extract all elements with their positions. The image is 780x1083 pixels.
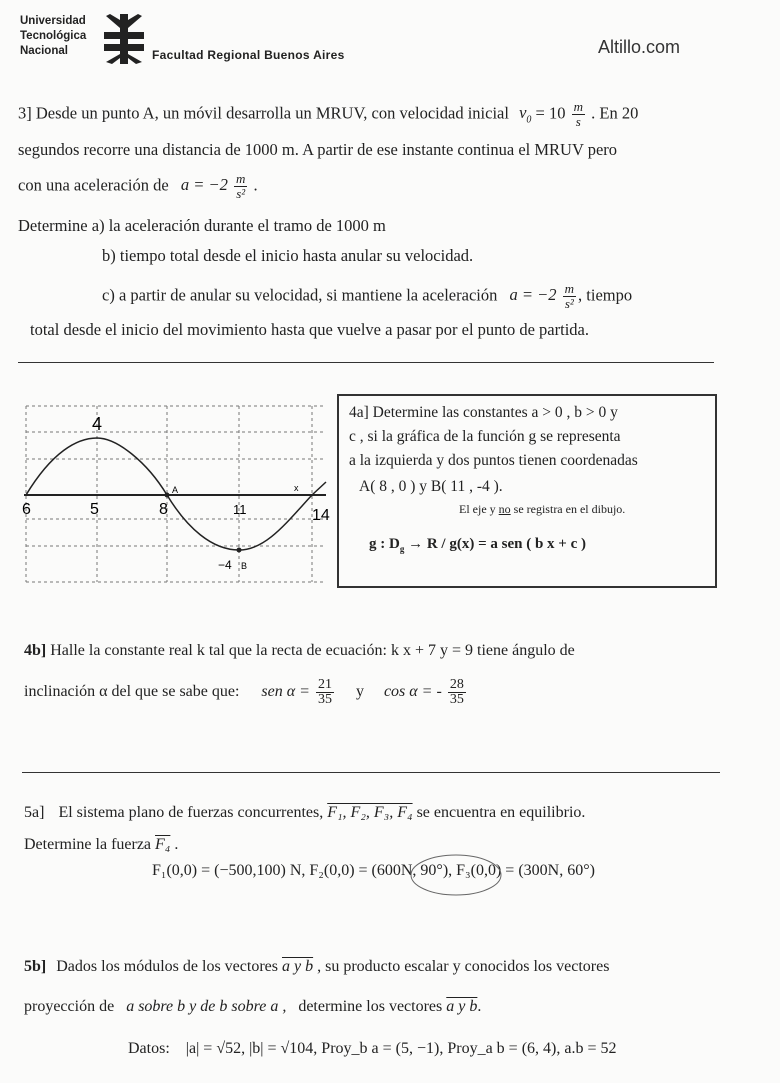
x-tick-11: 11 bbox=[233, 502, 247, 517]
watermark-text: Altillo.com bbox=[598, 37, 681, 57]
problem5b-line1: 5b] Dados los módulos de los vectores a y b , su producto escalar y conocidos los vectores bbox=[24, 958, 610, 975]
problem3-line2: segundos recorre una distancia de 1000 m. A partir de ese instante continua el MRUV pero bbox=[18, 140, 618, 159]
problem3-item-a: Determine a) la aceleración durante el tramo de 1000 m bbox=[18, 216, 386, 235]
sen-label: sen α = bbox=[261, 683, 310, 701]
trough-label: −4 bbox=[218, 558, 232, 572]
problem4a-line1: 4a] Determine las constantes a > 0 , b > 0 y bbox=[349, 404, 618, 421]
problem3-line3: con una aceleración de a = −2 $\frac{m}{\text{s²}}$ . bbox=[18, 171, 258, 201]
point-b-label: B bbox=[241, 561, 248, 571]
problem3-item-b: b) tiempo total desde el inicio hasta anular su velocidad. bbox=[102, 246, 474, 265]
problem5a-line2: Determine la fuerza F₄ . bbox=[24, 836, 179, 853]
acc-value: a = −2 bbox=[180, 175, 228, 195]
x-tick-8: 8 bbox=[159, 501, 168, 518]
x-tick-6: 6 bbox=[22, 501, 31, 518]
problem4a-line4: A( 8 , 0 ) y B( 11 , -4 ). bbox=[359, 478, 503, 495]
problem4b-line1: 4b] Halle la constante real k tal que la recta de ecuación: k x + 7 y = 9 tiene ángulo de bbox=[24, 642, 575, 659]
university-line-1: Universidad bbox=[20, 15, 86, 27]
problem4b-line2: inclinación α del que se sabe que: sen α = $\frac{21}{35}$ y cos α = - $\frac{28}{35}$ bbox=[24, 677, 464, 707]
divider-2 bbox=[22, 772, 720, 773]
x-axis-label: x bbox=[294, 483, 299, 493]
problem4a-box bbox=[337, 394, 717, 588]
university-line-2: Tecnológica bbox=[20, 30, 87, 42]
peak-label: 4 bbox=[92, 414, 103, 434]
sen-fraction: $\frac{21}{35}$ bbox=[317, 677, 332, 707]
forces-list: F₁, F₂, F₃, F₄ bbox=[327, 804, 413, 821]
problem4a-note: El eje y no se registra en el dibujo. bbox=[459, 502, 626, 516]
utn-logo-icon bbox=[104, 14, 144, 64]
problem3-text-1: Desde un punto A, un móvil desarrolla un MRUV, con velocidad inicial bbox=[35, 103, 509, 123]
acc-unit-fraction-c: $\frac{m}{\text{s²}}$ bbox=[564, 281, 575, 311]
acc-unit-fraction: $\frac{m}{\text{s²}}$ bbox=[235, 171, 246, 201]
x-tick-14: 14 bbox=[312, 507, 330, 524]
point-a-label: A bbox=[172, 485, 179, 495]
problem3-item-c-line2: total desde el inicio del movimiento hasta que vuelve a pasar por el punto de partida. bbox=[30, 320, 589, 339]
v0-symbol: $v_0$ bbox=[519, 103, 532, 126]
problem3-number: 3] bbox=[18, 103, 32, 123]
x-tick-5: 5 bbox=[90, 501, 99, 518]
problem4a-line3: a la izquierda y dos puntos tienen coordenadas bbox=[349, 452, 638, 469]
divider-1 bbox=[18, 362, 714, 363]
problem5a-data: F₁(0,0) = (−500,100) N, F₂(0,0) = (600N, 90°), F₃(0,0) = (300N, 60°) bbox=[152, 862, 595, 879]
v0-unit-fraction: $\frac{m}{s}$ bbox=[573, 99, 583, 129]
problem5a-line1: 5a] El sistema plano de fuerzas concurrentes, F₁, F₂, F₃, F₄ se encuentra en equilibrio. bbox=[24, 804, 586, 821]
problem4a-line2: c , si la gráfica de la función g se representa bbox=[349, 428, 621, 445]
cos-label: cos α = - bbox=[383, 683, 442, 701]
university-line-3: Nacional bbox=[20, 45, 68, 57]
sine-graph bbox=[22, 402, 332, 588]
problem3-text-1-end: . En 20 bbox=[591, 103, 639, 123]
university-name bbox=[20, 14, 86, 59]
point-b-marker bbox=[237, 548, 242, 553]
v0-value: = 10 bbox=[535, 103, 566, 123]
problem4a-formula: g : $D_g \to R / g(x) = a$ sen ( b x + c ) bbox=[369, 536, 586, 554]
cos-fraction: $\frac{28}{35}$ bbox=[449, 677, 464, 707]
point-a-marker bbox=[165, 493, 170, 498]
hand-drawn-circle bbox=[408, 852, 504, 898]
problem5b-data: Datos: |a| = √52, |b| = √104, Proy_b a = (5, −1), Proy_a b = (6, 4), a.b = 52 bbox=[128, 1040, 617, 1057]
problem3-line1 bbox=[18, 100, 638, 129]
vectors-a-b: a y b bbox=[281, 958, 314, 975]
faculty-name: Facultad Regional Buenos Aires bbox=[152, 48, 345, 62]
problem5b-line2: proyección de a sobre b y de b sobre a , determine los vectores a y b. bbox=[24, 998, 482, 1015]
problem3-item-c: c) a partir de anular su velocidad, si mantiene la aceleración a = −2 $\frac{m}{\text{s²}}$ , tiempo bbox=[102, 281, 633, 311]
